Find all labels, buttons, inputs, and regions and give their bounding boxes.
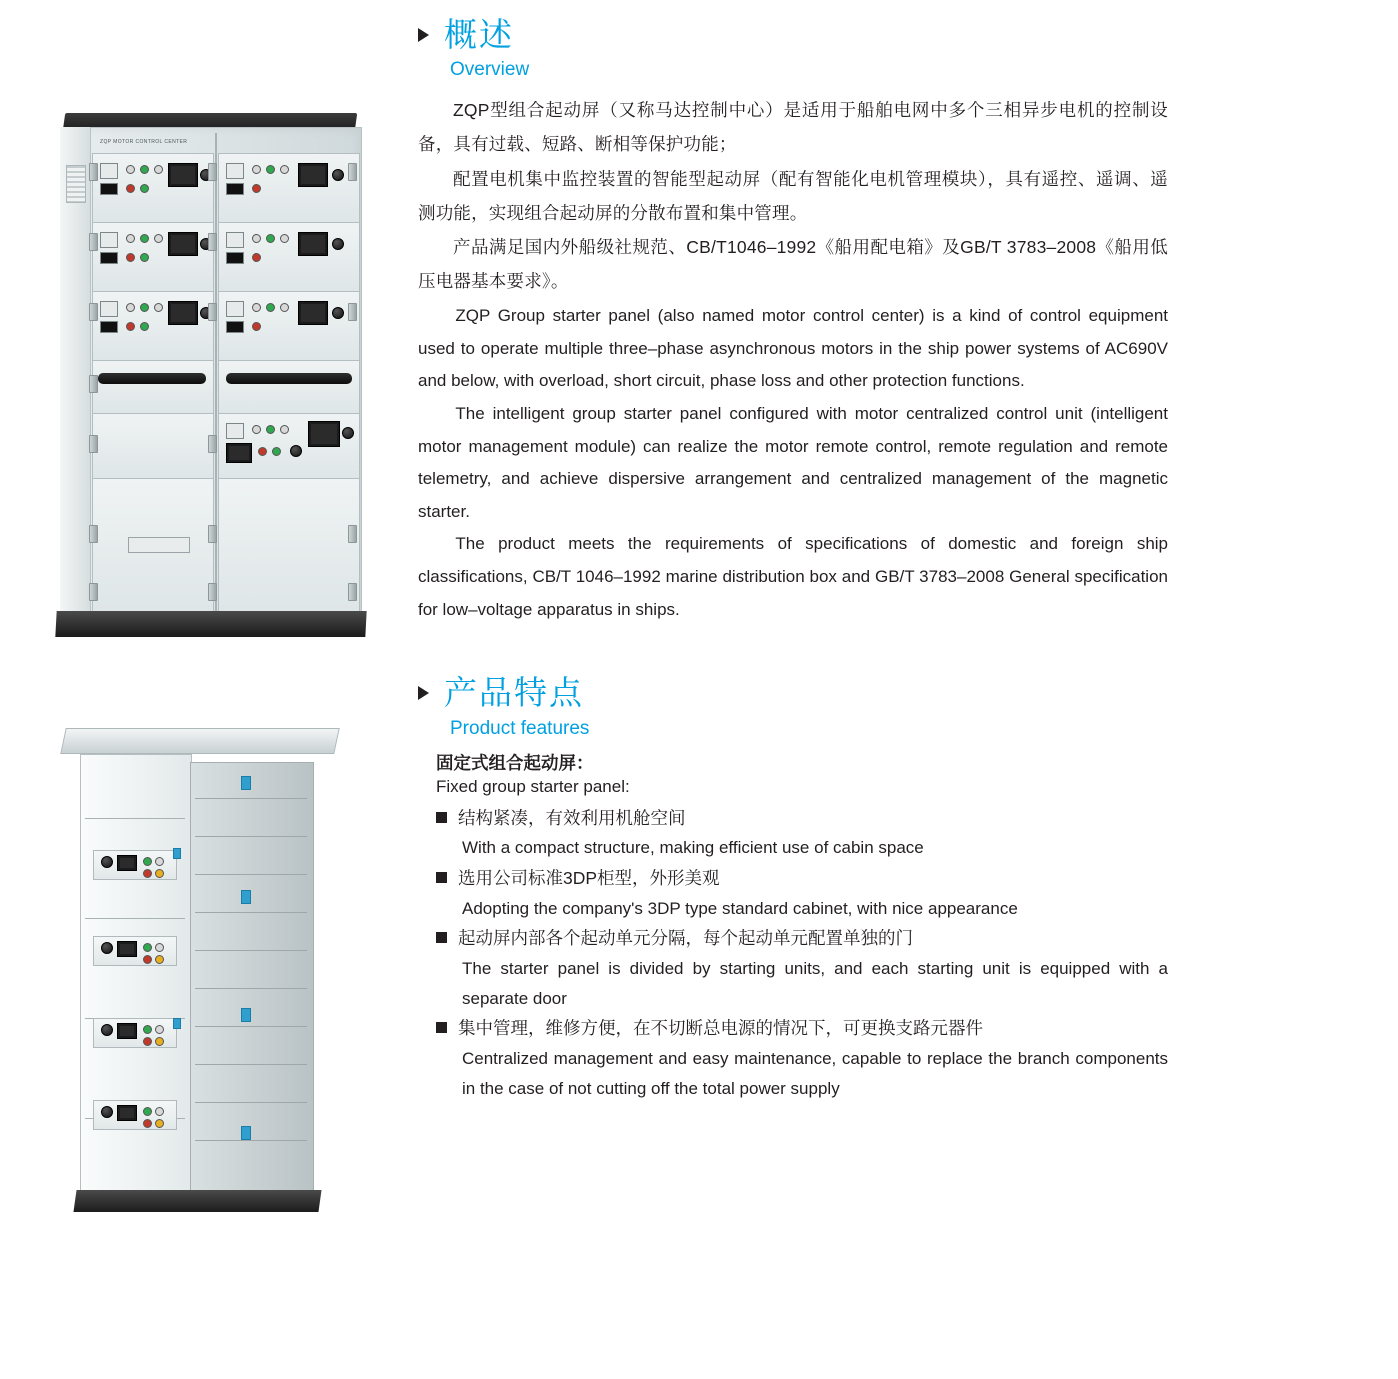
features-body — [400, 750, 1298, 1104]
overview-body — [400, 93, 1298, 626]
feature-text-en: With a compact structure, making efficient use of cabin space — [462, 838, 924, 858]
indicator-lamp — [252, 303, 261, 312]
indicator-lamp — [140, 234, 149, 243]
latch-tab — [241, 890, 251, 904]
door-hinge — [348, 163, 357, 181]
door-hinge — [348, 583, 357, 601]
latch-tab — [173, 848, 181, 859]
push-button — [100, 321, 118, 333]
feature-text-cn — [436, 863, 1168, 894]
indicator-lamp — [143, 1107, 152, 1116]
door-handle — [98, 373, 206, 384]
door-hinge — [89, 233, 98, 251]
push-button — [100, 183, 118, 195]
starter-unit-cell — [218, 360, 360, 414]
indicator-lamp — [252, 253, 261, 262]
indicator-lamp — [143, 1037, 152, 1046]
starter-unit-cell — [92, 413, 214, 479]
square-bullet-icon — [436, 932, 447, 943]
control-switch — [100, 163, 118, 179]
indicator-lamp — [280, 165, 289, 174]
indicator-lamp — [126, 253, 135, 262]
indicator-lamp — [252, 322, 261, 331]
rotary-knob — [101, 1106, 113, 1118]
indicator-lamp — [266, 425, 275, 434]
door-hinge — [208, 303, 217, 321]
paragraph-cn: 产品满足国内外船级社规范、CB/T1046–1992《船用配电箱》及GB/T 3783–2008《船用低压电器基本要求》。 — [418, 236, 1168, 291]
latch-tab — [241, 1126, 251, 1140]
indicator-lamp — [266, 234, 275, 243]
paragraph-cn: ZQP型组合起动屏（又称马达控制中心）是适用于船舶电网中多个三相异步电机的控制设备，具有过载、短路、断相等保护功能； — [418, 100, 1168, 155]
indicator-lamp — [252, 165, 261, 174]
panel-seam — [195, 874, 307, 875]
indicator-lamp — [143, 955, 152, 964]
feature-subhead-cn: 固定式组合起动屏： — [436, 752, 594, 773]
indicator-lamp — [140, 303, 149, 312]
push-button — [226, 252, 244, 264]
product-photo-fixed-panel — [40, 105, 370, 645]
latch-tab — [241, 776, 251, 790]
indicator-lamp — [280, 303, 289, 312]
indicator-lamp — [155, 857, 164, 866]
feature-list-item — [436, 863, 1298, 923]
control-switch — [226, 301, 244, 317]
indicator-lamp — [155, 1119, 164, 1128]
feature-text-en: The starter panel is divided by starting units, and each starting unit is equipped with a separate door — [462, 958, 1168, 1008]
indicator-lamp — [154, 303, 163, 312]
door-hinge — [89, 435, 98, 453]
indicator-lamp — [280, 234, 289, 243]
control-switch — [100, 301, 118, 317]
feature-list-item — [436, 923, 1298, 1013]
rotary-knob — [332, 238, 344, 250]
panel-base-plinth — [73, 1190, 321, 1212]
indicator-lamp — [143, 869, 152, 878]
door-hinge — [89, 375, 98, 393]
control-switch — [100, 232, 118, 248]
indicator-lamp — [155, 1037, 164, 1046]
text-column — [400, 0, 1298, 1104]
panel-meter — [117, 1023, 137, 1039]
panel-meter — [168, 163, 198, 187]
rotary-knob — [290, 445, 302, 457]
square-bullet-icon — [436, 812, 447, 823]
section-title-cn: 概述 — [444, 16, 514, 53]
panel-meter — [298, 301, 328, 325]
panel-meter — [226, 443, 252, 463]
push-button — [100, 252, 118, 264]
indicator-lamp — [143, 1025, 152, 1034]
section-title-en: Product features — [450, 717, 590, 739]
panel-meter — [117, 855, 137, 871]
rotary-knob — [332, 307, 344, 319]
square-bullet-icon — [436, 872, 447, 883]
triangle-bullet-icon — [418, 686, 429, 700]
rotary-knob — [101, 942, 113, 954]
panel-seam — [195, 798, 307, 799]
starter-unit-cell — [92, 360, 214, 414]
section-title-en: Overview — [450, 59, 530, 81]
section-header-product-features — [400, 672, 1298, 739]
indicator-lamp — [143, 943, 152, 952]
indicator-lamp — [266, 303, 275, 312]
feature-label-cn: 选用公司标准3DP柜型，外形美观 — [458, 867, 720, 888]
indicator-lamp — [272, 447, 281, 456]
panel-meter — [298, 163, 328, 187]
feature-label-cn: 集中管理，维修方便，在不切断总电源的情况下，可更换支路元器件 — [458, 1018, 983, 1039]
indicator-lamp — [252, 184, 261, 193]
latch-tab — [173, 1018, 181, 1029]
panel-meter — [117, 941, 137, 957]
door-handle — [226, 373, 352, 384]
panel-meter — [168, 301, 198, 325]
door-hinge — [208, 583, 217, 601]
panel-meter — [308, 421, 340, 447]
rotary-knob — [342, 427, 354, 439]
indicator-lamp — [140, 184, 149, 193]
indicator-lamp — [126, 165, 135, 174]
indicator-lamp — [155, 1025, 164, 1034]
indicator-lamp — [155, 869, 164, 878]
indicator-lamp — [266, 165, 275, 174]
panel-seam — [195, 836, 307, 837]
panel-roof — [60, 728, 340, 754]
door-divider — [85, 918, 185, 919]
door-hinge — [348, 525, 357, 543]
image-column — [0, 0, 400, 1379]
feature-text-en: Centralized management and easy maintenance, capable to replace the branch components in the case of not cutting off the total power supply — [462, 1049, 1168, 1098]
indicator-lamp — [126, 184, 135, 193]
indicator-lamp — [155, 955, 164, 964]
section-title-cn: 产品特点 — [444, 674, 584, 712]
indicator-lamp — [280, 425, 289, 434]
door-hinge — [208, 163, 217, 181]
panel-seam — [195, 1102, 307, 1103]
panel-seam — [195, 988, 307, 989]
paragraph-en: The product meets the requirements of specifications of domestic and foreign ship classifications, CB/T 1046–1992 marine distribution box and GB/T 3783–2008 General specification for low–voltage apparatus in ships. — [418, 534, 1168, 619]
door-hinge — [208, 435, 217, 453]
feature-label-cn: 起动屏内部各个起动单元分隔，每个起动单元配置单独的门 — [458, 928, 913, 949]
panel-seam — [195, 950, 307, 951]
feature-label-cn: 结构紧凑，有效利用机舱空间 — [458, 807, 686, 828]
panel-seam — [195, 912, 307, 913]
equipment-nameplate — [128, 537, 190, 553]
panel-brand-text: ZQP MOTOR CONTROL CENTER — [100, 139, 188, 145]
section-header-overview — [400, 14, 1298, 81]
door-hinge — [208, 233, 217, 251]
feature-text-en: Adopting the company's 3DP type standard cabinet, with nice appearance — [462, 898, 1018, 918]
latch-tab — [241, 1008, 251, 1022]
paragraph-cn: 配置电机集中监控装置的智能型起动屏（配有智能化电机管理模块），具有遥控、遥调、遥测功能，实现组合起动屏的分散布置和集中管理。 — [418, 168, 1168, 223]
rotary-knob — [101, 1024, 113, 1036]
panel-seam — [195, 1026, 307, 1027]
product-photo-drawout-panel — [55, 718, 375, 1238]
indicator-lamp — [154, 165, 163, 174]
control-switch — [226, 232, 244, 248]
rotary-knob — [332, 169, 344, 181]
control-switch — [226, 423, 244, 439]
door-hinge — [89, 583, 98, 601]
indicator-lamp — [143, 1119, 152, 1128]
feature-text-cn — [436, 803, 1168, 834]
feature-text-cn — [436, 923, 1168, 954]
door-hinge — [348, 303, 357, 321]
indicator-lamp — [155, 943, 164, 952]
panel-base-plinth — [55, 611, 366, 637]
door-hinge — [89, 525, 98, 543]
paragraph-en: The intelligent group starter panel configured with motor centralized control unit (intelligent motor management module) can realize the motor remote control, remote regulation and remote telemetry, and achieve dispersive arrangement and centralized management of the magnetic starter. — [418, 403, 1168, 521]
indicator-lamp — [252, 234, 261, 243]
square-bullet-icon — [436, 1022, 447, 1033]
indicator-lamp — [140, 253, 149, 262]
rotary-knob — [101, 856, 113, 868]
door-hinge — [89, 163, 98, 181]
feature-subhead-en: Fixed group starter panel: — [436, 776, 630, 796]
push-button — [226, 183, 244, 195]
triangle-bullet-icon — [418, 28, 429, 42]
indicator-lamp — [258, 447, 267, 456]
door-hinge — [208, 525, 217, 543]
push-button — [226, 321, 244, 333]
paragraph-en: ZQP Group starter panel (also named motor control center) is a kind of control equipment used to operate multiple three–phase asynchronous motors in the ship power systems of AC690V and below, with overload, short circuit, phase loss and other protection functions. — [418, 306, 1168, 391]
control-switch — [226, 163, 244, 179]
indicator-lamp — [252, 425, 261, 434]
panel-meter — [117, 1105, 137, 1121]
feature-list-item — [436, 803, 1298, 863]
indicator-lamp — [126, 322, 135, 331]
indicator-lamp — [143, 857, 152, 866]
panel-meter — [168, 232, 198, 256]
door-divider — [85, 818, 185, 819]
feature-list-item — [436, 1013, 1298, 1103]
door-hinge — [89, 303, 98, 321]
panel-seam — [195, 1064, 307, 1065]
panel-seam — [195, 1140, 307, 1141]
panel-vent — [66, 165, 86, 203]
starter-unit-cell — [218, 478, 360, 612]
indicator-lamp — [126, 234, 135, 243]
indicator-lamp — [155, 1107, 164, 1116]
feature-text-cn — [436, 1013, 1168, 1044]
indicator-lamp — [140, 322, 149, 331]
panel-side-view — [190, 762, 314, 1196]
panel-meter — [298, 232, 328, 256]
indicator-lamp — [126, 303, 135, 312]
indicator-lamp — [154, 234, 163, 243]
indicator-lamp — [140, 165, 149, 174]
